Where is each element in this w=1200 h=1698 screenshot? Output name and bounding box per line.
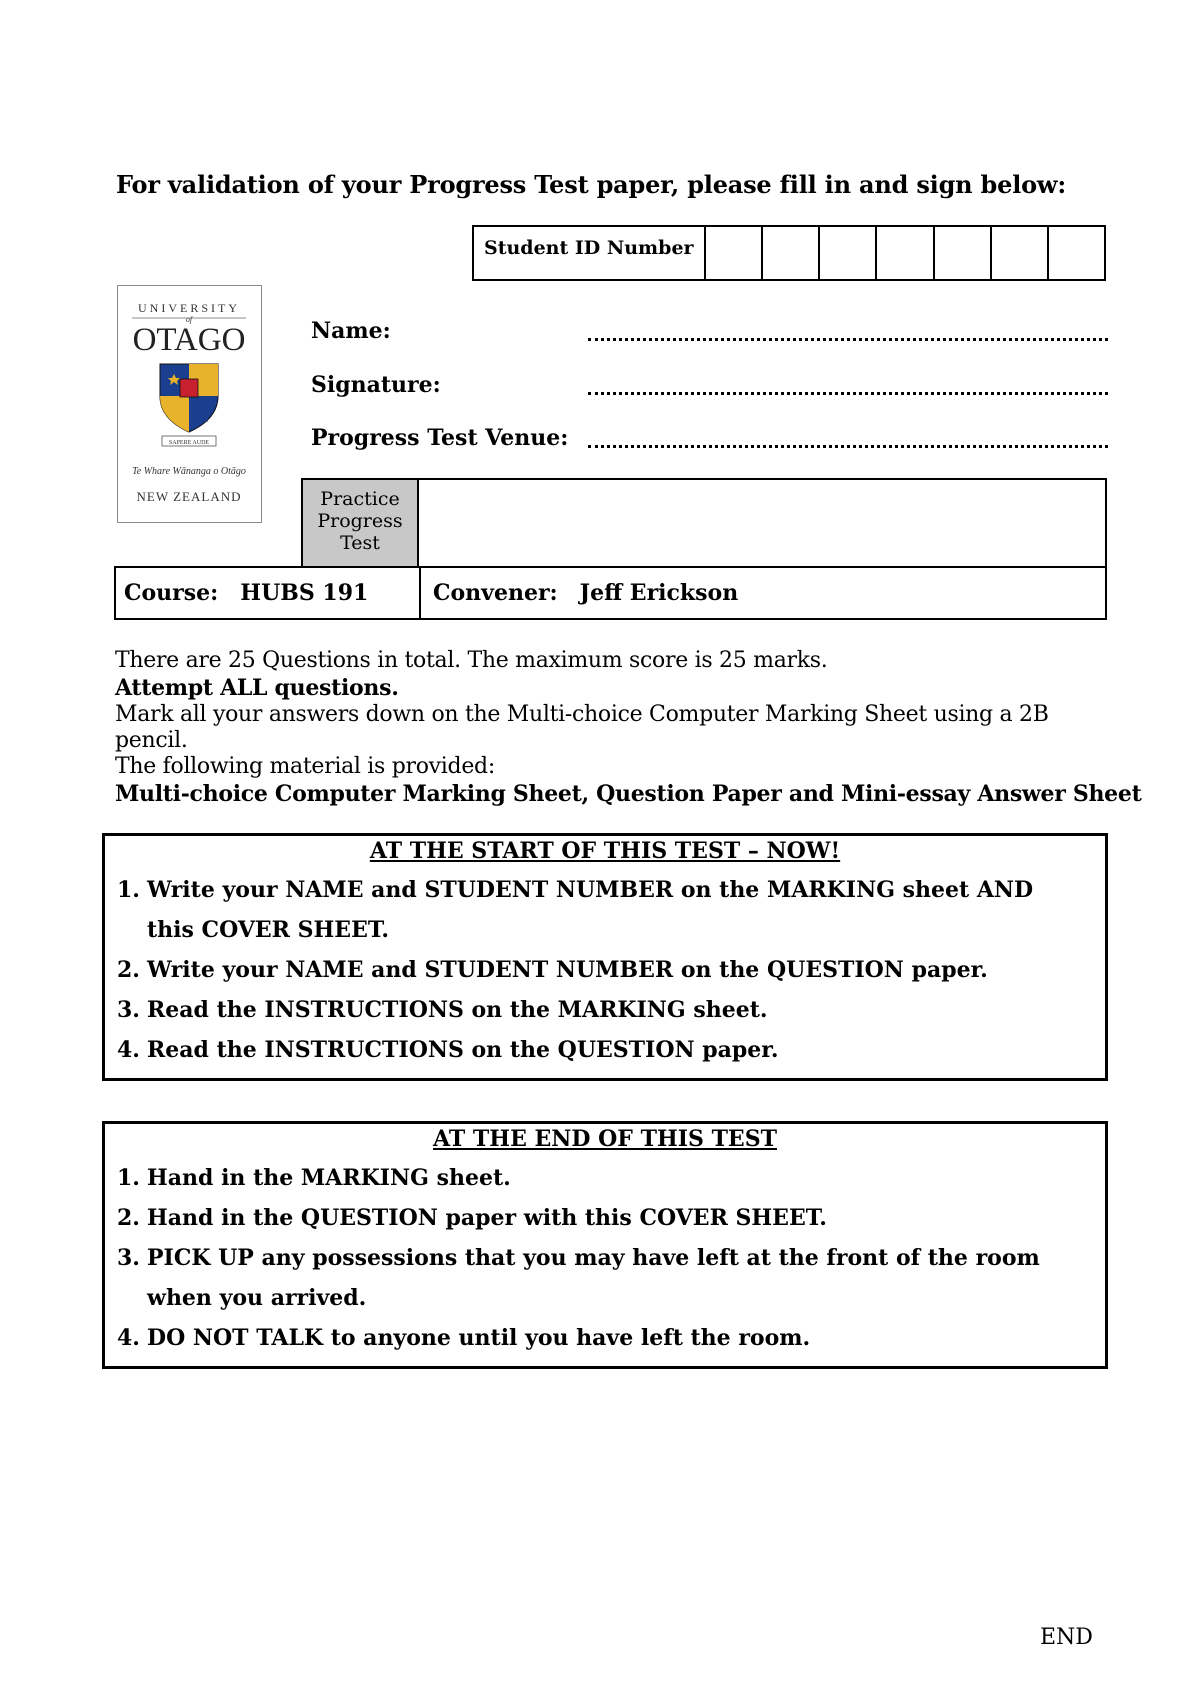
student-id-digit-box[interactable]	[820, 227, 877, 279]
item-number: 3.	[117, 1245, 140, 1271]
item-text: Hand in the QUESTION paper with this COVER SHEET.	[147, 1205, 827, 1231]
material-list-info: Multi-choice Computer Marking Sheet, Question Paper and Mini-essay Answer Sheet	[115, 781, 1142, 807]
item-text: Hand in the MARKING sheet.	[147, 1165, 511, 1191]
item-number: 1.	[117, 1165, 140, 1191]
list-item	[105, 1158, 1105, 1198]
signature-field[interactable]	[588, 392, 1108, 395]
start-box-title: AT THE START OF THIS TEST – NOW!	[369, 838, 841, 864]
list-item	[105, 1318, 1105, 1358]
student-id-label: Student ID Number	[474, 227, 706, 279]
logo-of-text: of	[185, 315, 193, 324]
start-of-test-box	[102, 833, 1108, 1081]
student-id-digit-box[interactable]	[1049, 227, 1104, 279]
list-item	[105, 1030, 1105, 1070]
convener-label: Convener:	[433, 580, 558, 606]
item-text: DO NOT TALK to anyone until you have left the room.	[147, 1325, 811, 1351]
course-label: Course:	[124, 580, 219, 606]
item-text: Read the INSTRUCTIONS on the QUESTION paper.	[147, 1037, 779, 1063]
marking-info: Mark all your answers down on the Multi-choice Computer Marking Sheet using a 2B	[115, 702, 1049, 727]
student-id-digit-box[interactable]	[877, 227, 934, 279]
list-item	[105, 950, 1105, 990]
venue-label: Progress Test Venue:	[311, 425, 569, 451]
practice-blank-box	[417, 478, 1107, 568]
attempt-all-info: Attempt ALL questions.	[115, 675, 399, 701]
convener-cell	[421, 568, 1105, 618]
student-id-digit-box[interactable]	[935, 227, 992, 279]
progress-line: Progress	[317, 510, 403, 532]
item-number: 1.	[117, 877, 140, 903]
marking-info-continued: pencil.	[115, 728, 188, 753]
practice-progress-test-label	[301, 478, 419, 568]
list-item	[105, 870, 1105, 950]
list-item	[105, 1238, 1105, 1318]
item-number: 2.	[117, 957, 140, 983]
material-provided-info: The following material is provided:	[115, 754, 495, 779]
venue-field[interactable]	[588, 445, 1108, 448]
shield-crest-icon	[160, 364, 218, 432]
university-logo	[117, 285, 262, 523]
student-id-digit-box[interactable]	[763, 227, 820, 279]
item-number: 4.	[117, 1037, 140, 1063]
student-id-digit-box[interactable]	[992, 227, 1049, 279]
test-line: Test	[340, 532, 380, 554]
item-text: PICK UP any possessions that you may have left at the front of the room when you arrived.	[147, 1245, 1040, 1311]
student-id-digit-box[interactable]	[706, 227, 763, 279]
convener-value: Jeff Erickson	[579, 580, 739, 606]
end-of-test-box	[102, 1121, 1108, 1369]
item-text: Read the INSTRUCTIONS on the MARKING sheet.	[147, 997, 768, 1023]
practice-line: Practice	[320, 488, 400, 510]
course-row	[114, 566, 1107, 620]
logo-maori-text: Te Whare Wānanga o Otāgo	[132, 466, 246, 477]
name-field[interactable]	[588, 338, 1108, 341]
logo-country-text: NEW ZEALAND	[136, 489, 242, 504]
course-value: HUBS 191	[240, 580, 369, 606]
end-marker: END	[1040, 1625, 1093, 1650]
item-text: Write your NAME and STUDENT NUMBER on the MARKING sheet AND this COVER SHEET.	[147, 877, 1034, 943]
logo-motto-text: SAPERE AUDE	[168, 440, 210, 446]
list-item	[105, 1198, 1105, 1238]
item-number: 2.	[117, 1205, 140, 1231]
end-box-title: AT THE END OF THIS TEST	[433, 1126, 777, 1152]
name-label: Name:	[311, 318, 391, 344]
student-id-table	[472, 225, 1106, 281]
item-text: Write your NAME and STUDENT NUMBER on the QUESTION paper.	[147, 957, 988, 983]
list-item	[105, 990, 1105, 1030]
question-count-info: There are 25 Questions in total. The maximum score is 25 marks.	[115, 648, 828, 673]
signature-label: Signature:	[311, 372, 441, 398]
item-number: 4.	[117, 1325, 140, 1351]
course-cell	[116, 568, 421, 618]
logo-university-text: UNIVERSITY	[138, 301, 240, 315]
logo-otago-text: OTAGO	[132, 322, 246, 358]
validation-instruction: For validation of your Progress Test paper, please fill in and sign below:	[116, 170, 1067, 199]
item-number: 3.	[117, 997, 140, 1023]
